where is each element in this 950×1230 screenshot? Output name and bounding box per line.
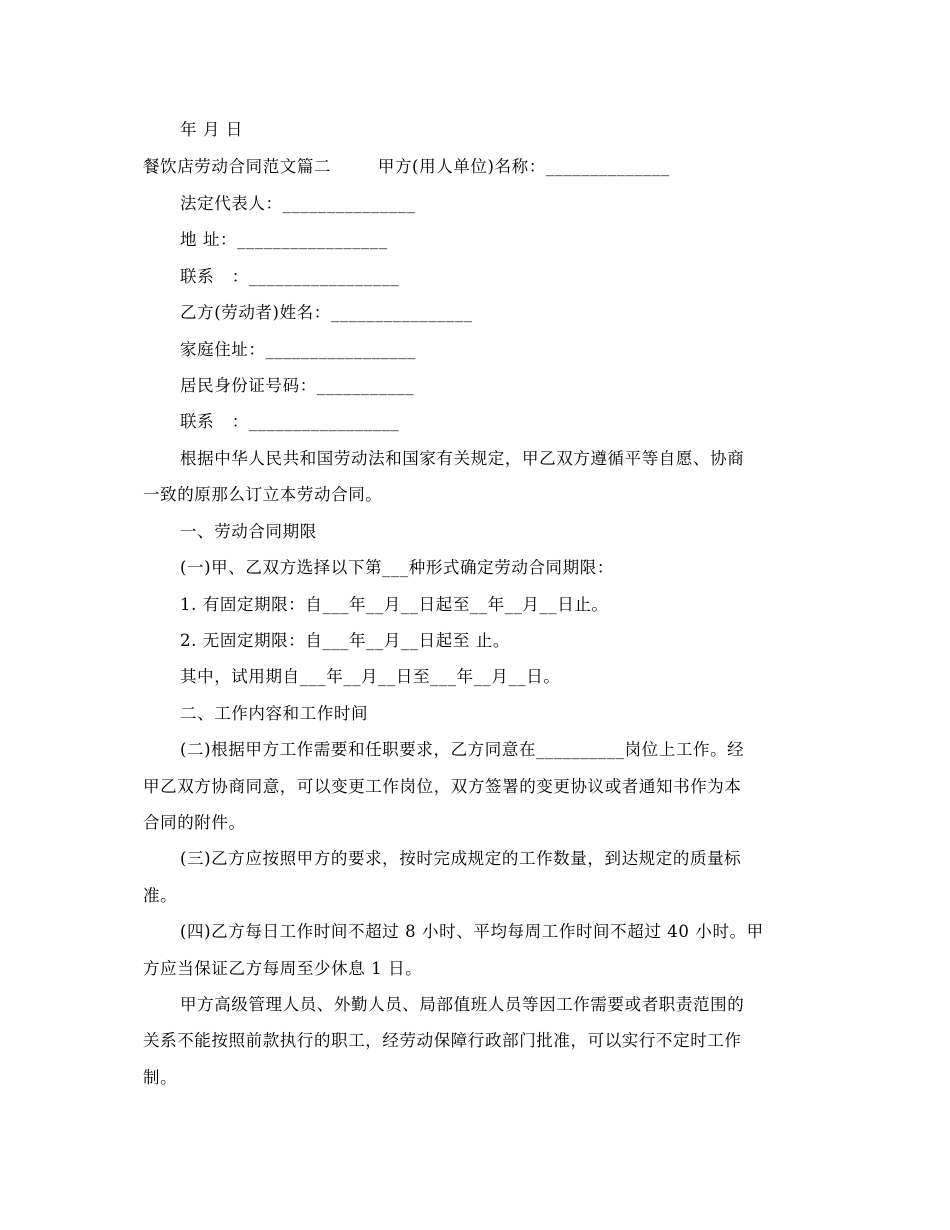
fixed-term-option: 1. 有固定期限：自___年__月__日起至__年__月__日止。	[180, 595, 609, 614]
section-heading-work: 二、工作内容和工作时间	[180, 704, 369, 723]
open-term-option: 2. 无固定期限：自___年__月__日起至 止。	[180, 631, 510, 650]
preamble-line-2: 一致的原那么订立本劳动合同。	[143, 485, 383, 504]
employee-name-field: 乙方(劳动者)姓名：________________	[180, 303, 473, 322]
date-line: 年 月 日	[180, 120, 243, 139]
section-heading-term: 一、劳动合同期限	[180, 522, 317, 541]
legal-representative-field: 法定代表人：_______________	[180, 194, 416, 213]
employer-contact-field: 联系 ：_________________	[180, 267, 400, 286]
exception-clause-line-1: 甲方高级管理人员、外勤人员、局部值班人员等因工作需要或者职责范围的	[180, 995, 745, 1014]
exception-clause-line-3: 制。	[143, 1068, 178, 1087]
work-clause-4-line-1: (四)乙方每日工作时间不超过 8 小时、平均每周工作时间不超过 40 小时。甲	[180, 922, 764, 941]
preamble-line-1: 根据中华人民共和国劳动法和国家有关规定，甲乙双方遵循平等自愿、协商	[180, 449, 745, 468]
exception-clause-line-2: 关系不能按照前款执行的职工，经劳动保障行政部门批准，可以实行不定时工作	[143, 1031, 742, 1050]
work-clause-2-line-2: 甲乙双方协商同意，可以变更工作岗位，双方签署的变更协议或者通知书作为本	[143, 777, 742, 796]
term-clause-1: (一)甲、乙双方选择以下第___种形式确定劳动合同期限：	[180, 558, 614, 577]
work-clause-3-line-2: 准。	[143, 886, 178, 905]
title-and-employer-name: 餐饮店劳动合同范文篇二 甲方(用人单位)名称：______________	[143, 157, 670, 176]
id-number-field: 居民身份证号码：___________	[180, 376, 415, 395]
work-clause-2-line-1: (二)根据甲方工作需要和任职要求，乙方同意在__________岗位上工作。经	[180, 740, 745, 759]
employee-contact-field: 联系 ：_________________	[180, 412, 400, 431]
work-clause-2-line-3: 合同的附件。	[143, 813, 246, 832]
work-clause-3-line-1: (三)乙方应按照甲方的要求，按时完成规定的工作数量，到达规定的质量标	[180, 849, 742, 868]
work-clause-4-line-2: 方应当保证乙方每周至少休息 1 日。	[143, 959, 423, 978]
probation-period: 其中，试用期自___年__月__日至___年__月__日。	[180, 667, 561, 686]
employer-address-field: 地 址：_________________	[180, 230, 388, 249]
home-address-field: 家庭住址：_________________	[180, 340, 416, 359]
